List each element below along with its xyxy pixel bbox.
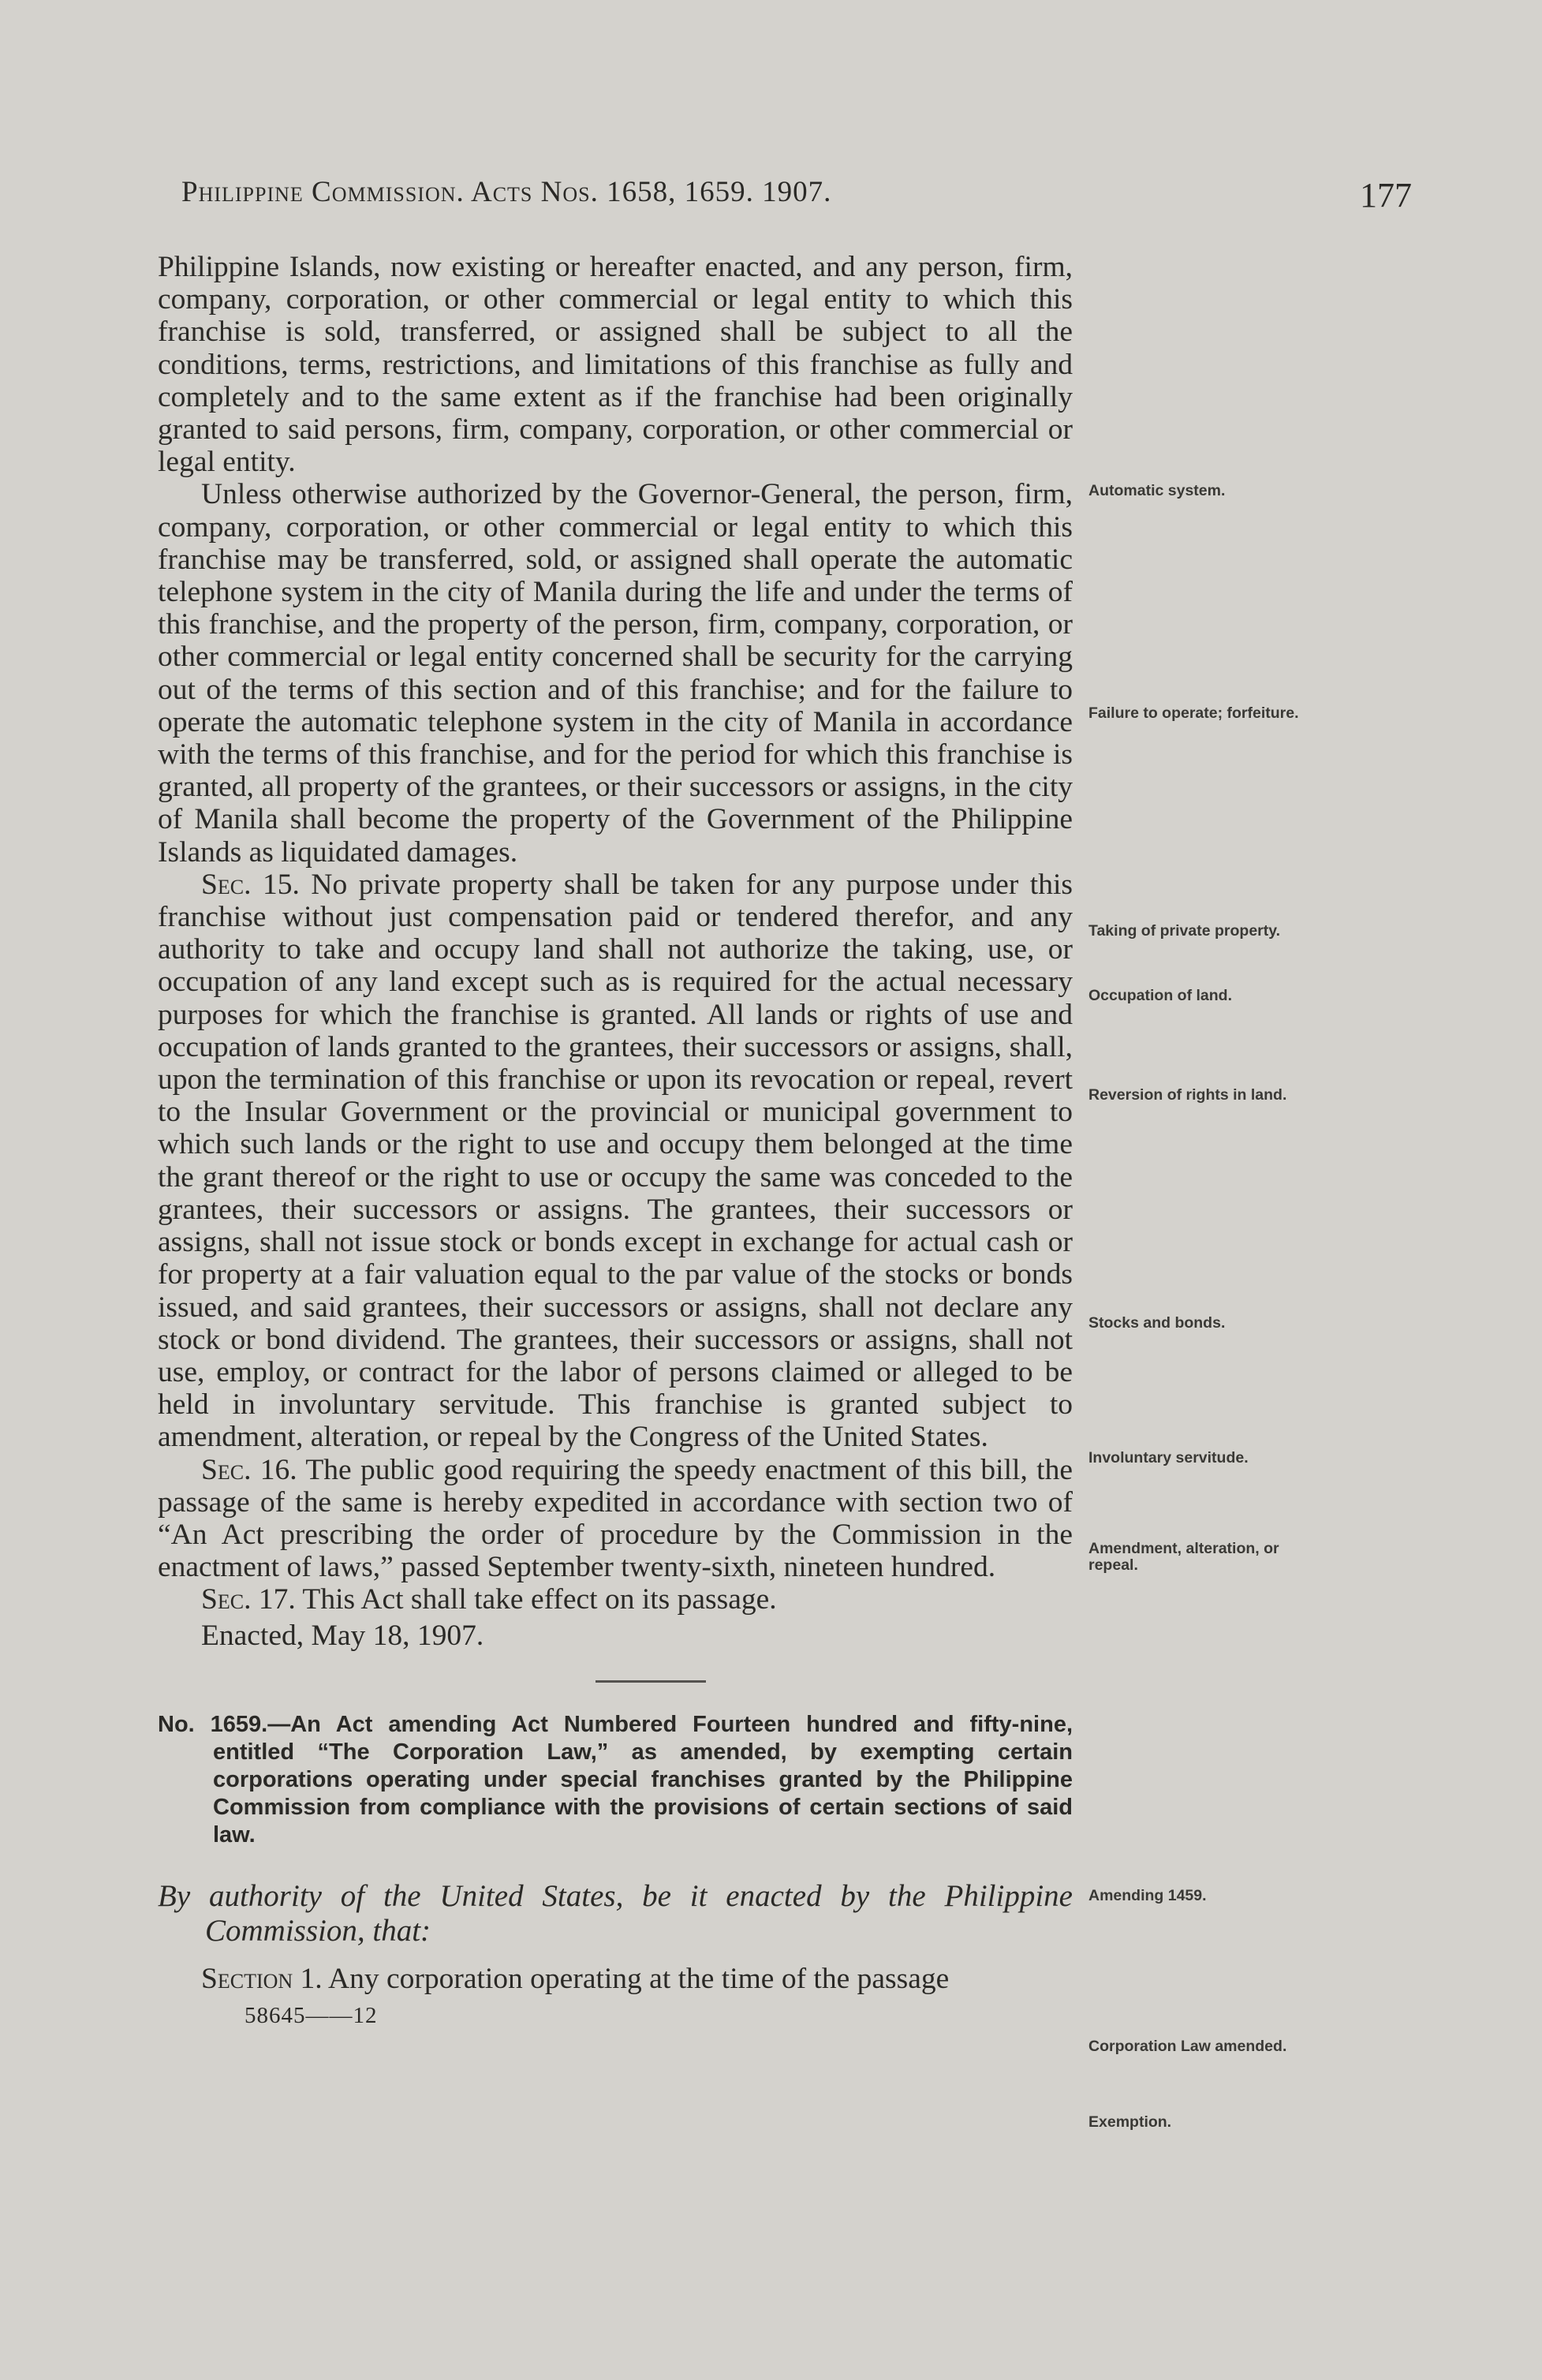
running-title: Philippine Commission. Acts Nos. 1658, 1659. 1907. — [181, 176, 832, 208]
enacting-clause: By authority of the United States, be it enacted by the Philippine Commission, that: — [158, 1878, 1073, 1948]
section-17-label: Sec. 17. — [201, 1583, 296, 1616]
section-16-label: Sec. 16. — [201, 1453, 297, 1486]
margin-note-failure-to-operate: Failure to operate; forfeiture. — [1088, 704, 1299, 722]
paragraph-continuation: Philippine Islands, now existing or hereafter enacted, and any person, firm, company, corporation, or other commercial or legal entity to which this franchise is sold, transferred, or assigned shall be subject to all the conditions, terms, restrictions, and limitations of this franchise as fully and completely and to the same extent as if the franchise had been originally granted to said persons, firm, company, corporation, or other commercial or legal entity. — [158, 251, 1073, 479]
section-16 — [158, 1454, 1073, 1584]
margin-note-stocks-and-bonds: Stocks and bonds. — [1088, 1314, 1226, 1332]
act-title: No. 1659.—An Act amending Act Numbered Fourteen hundred and fifty-nine, entitled “The Corporation Law,” as amended, by exempting certain corporations operating under special franchises granted by the Philippine Commission from compliance with the provisions of certain sections of said law. — [158, 1711, 1073, 1848]
section-divider — [596, 1680, 706, 1683]
page-number: 177 — [1360, 176, 1412, 215]
paragraph-automatic-system: Unless otherwise authorized by the Governor-General, the person, firm, company, corporation, or other commercial or legal entity to which this franchise may be transferred, sold, or assigned shall operate the automatic telephone system in the city of Manila during the life and under the terms of this franchise, and the property of the person, firm, company, corporation, or other commercial or legal entity concerned shall be security for the carrying out of the terms of this section and of this franchise; and for the failure to operate the automatic telephone system in the city of Manila in accordance with the terms of this franchise, and for the period for which this franchise is granted, all property of the grantees, or their successors or assigns, in the city of Manila shall become the property of the Government of the Philippine Islands as liquidated damages. — [158, 478, 1073, 869]
body-text — [158, 251, 1073, 2032]
section-16-text: The public good requiring the speedy enactment of this bill, the passage of the same is hereby expedited in accordance with section two of “An Act prescribing the order of procedure by the Commission in the enactment of laws,” passed September twenty-sixth, nineteen hundred. — [158, 1453, 1073, 1584]
section-17-text: This Act shall take effect on its passage. — [302, 1583, 777, 1616]
margin-note-corporation-law: Corporation Law amended. — [1088, 2038, 1287, 2055]
margin-note-amendment: Amendment, alteration, or repeal. — [1088, 1540, 1279, 1574]
printer-signature: 58645——12 — [245, 2002, 378, 2028]
section-15 — [158, 869, 1073, 1454]
margin-note-exemption: Exemption. — [1088, 2113, 1172, 2131]
margin-note-involuntary-servitude: Involuntary servitude. — [1088, 1449, 1249, 1466]
page-header — [181, 175, 1412, 222]
enacted-date: Enacted, May 18, 1907. — [201, 1619, 484, 1652]
section-17 — [158, 1583, 1073, 1616]
margin-note-reversion-of-rights: Reversion of rights in land. — [1088, 1086, 1287, 1104]
section-1-label: Section 1. — [201, 1962, 323, 1995]
section-15-label: Sec. 15. — [201, 868, 300, 901]
section-1-text: Any corporation operating at the time of the passage — [328, 1962, 950, 1995]
margin-note-automatic-system: Automatic system. — [1088, 482, 1226, 499]
margin-note-taking-property: Taking of private property. — [1088, 922, 1281, 940]
margin-note-amending-1459: Amending 1459. — [1088, 1887, 1207, 1904]
section-1 — [158, 1963, 1073, 1995]
section-15-text: No private property shall be taken for any purpose under this franchise without just compensation paid or tendered therefor, and any authority to take and occupy land shall not authorize the taking, use, or occupation of any land except such as is required for the actual necessary purposes for which the franchise is granted. All lands or rights of use and occupation of lands granted to the grantees, their successors or assigns, shall, upon the termination of this franchise or upon its revocation or repeal, revert to the Insular Government or the provincial or municipal government to which such lands or the right to use and occupy them belonged at the time the grant thereof or the right to use or occupy the same was conceded to the grantees, their successors or assigns. The grantees, their successors or assigns, shall not issue stock or bonds except in exchange for actual cash or for property at a fair valuation equal to the par value of the stocks or bonds issued, and said grantees, their successors or assigns, shall not declare any stock or bond dividend. The grantees, their successors or assigns, shall not use, employ, or contract for the labor of persons claimed or alleged to be held in involuntary servitude. This franchise is granted subject to amendment, alteration, or repeal by the Congress of the United States. — [158, 868, 1073, 1454]
margin-note-occupation-of-land: Occupation of land. — [1088, 987, 1233, 1004]
